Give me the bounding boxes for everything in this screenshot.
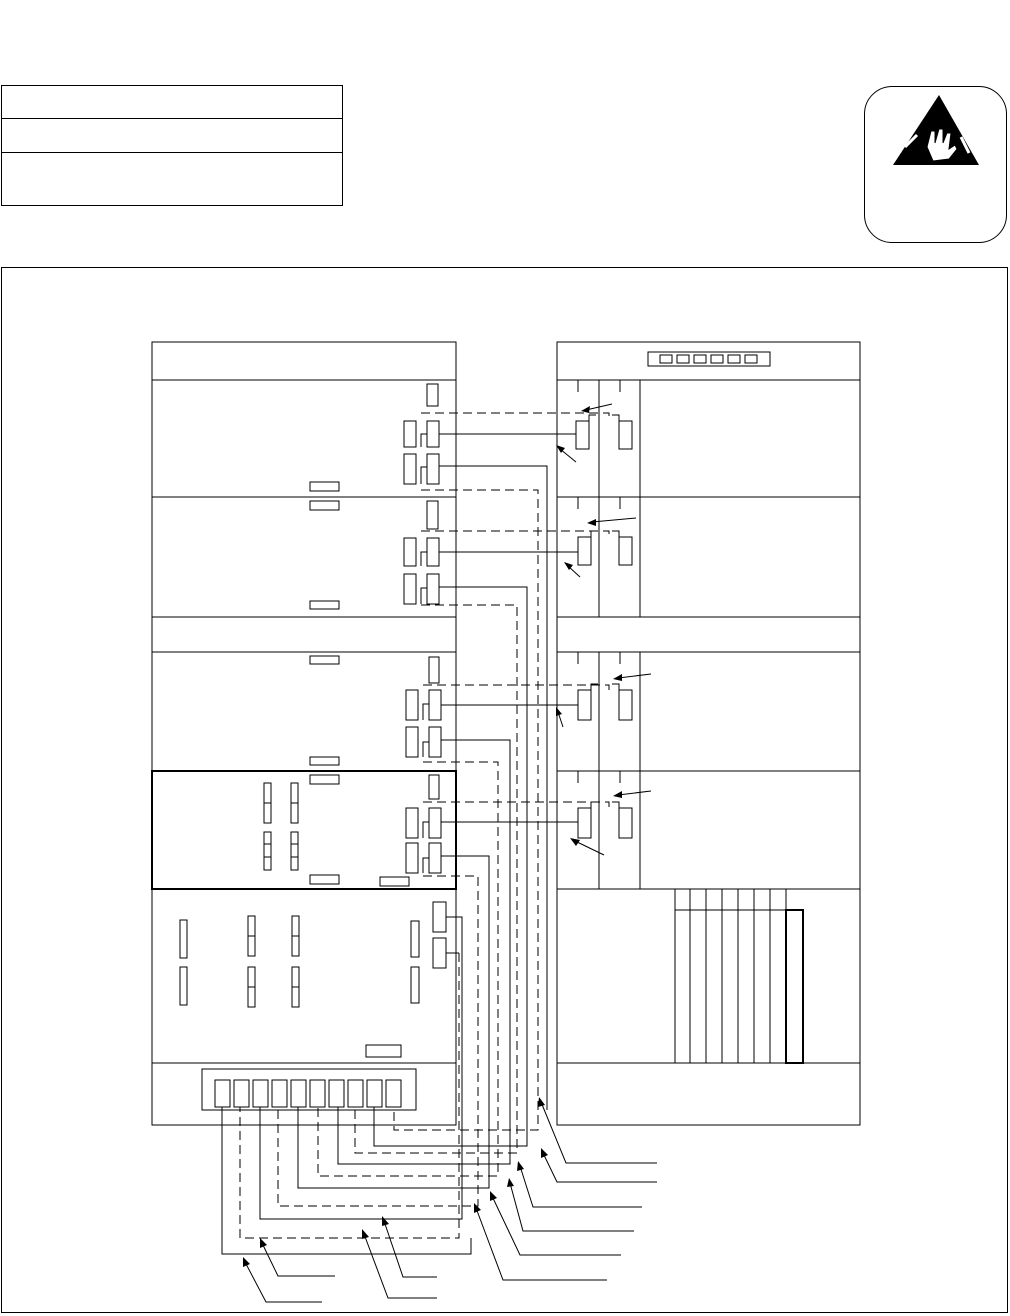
left-side-access-lines <box>421 434 429 873</box>
bottom-leaders <box>243 1097 657 1302</box>
left-module-4 <box>264 775 441 886</box>
solid-cables <box>260 434 578 1219</box>
inner-leaders <box>556 404 651 855</box>
left-shelf <box>152 342 456 1125</box>
left-module-1 <box>310 384 439 510</box>
left-module-5 <box>180 902 446 1057</box>
left-module-3 <box>310 656 441 765</box>
return-cable <box>222 1107 471 1254</box>
dashed-cables <box>240 413 609 1238</box>
left-module-2 <box>310 501 439 609</box>
left-connector-panel <box>202 1069 416 1110</box>
right-shelf <box>557 342 860 1125</box>
